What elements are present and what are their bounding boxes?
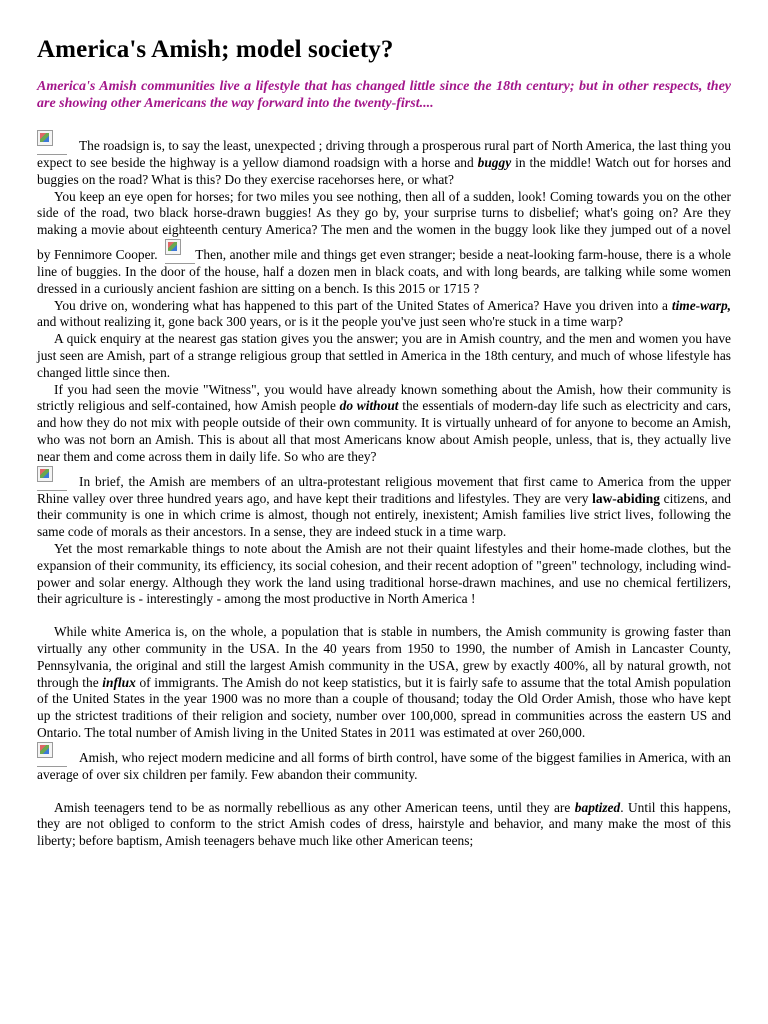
article-lede: America's Amish communities live a lifestyle that has changed little since the 18th century; but in other respects, they are showing other Americans the way forward into the twenty-first.... — [37, 79, 731, 111]
article-body — [37, 130, 731, 850]
broken-image-icon — [165, 239, 195, 264]
article-title: America's Amish; model society? — [37, 36, 394, 63]
paragraph-9: Amish, who reject modern medicine and all forms of birth control, have some of the biggest families in America, with an average of over six children per family. Few abandon their community. — [37, 742, 731, 784]
broken-image-icon — [37, 466, 67, 491]
paragraph-3: You drive on, wondering what has happened to this part of the United States of America? Have you driven into a time-warp, and without realizing it, gone back 300 years, or is it the people you've just seen who're stuck in a time warp? — [37, 297, 731, 330]
broken-image-icon — [37, 130, 67, 155]
paragraph-6: In brief, the Amish are members of an ultra-protestant religious movement that first came to America from the upper Rhine valley over three hundred years ago, and have kept their traditions and lifestyles. They are very law-abiding citizens, and their community is one in which crime is almost, though not entirely, inexistent; Amish families live strict lives, following the same code of morals as their ancestors. In a sense, they are indeed stuck in a time warp. — [37, 466, 731, 541]
paragraph-8: While white America is, on the whole, a population that is stable in numbers, the Amish community is growing faster than virtually any other community in the USA. In the 40 years from 1950 to 1990, the number of Amish in Lancaster County, Pennsylvania, the original and still the largest Amish community in the USA, grew by exactly 400%, all by natural growth, not through the influx of immigrants. The Amish do not keep statistics, but it is fairly safe to assume that the total Amish population of the United States in the year 1900 was no more than a couple of thousand; today the Old Order Amish, those who have kept up the strictest traditions of their religion and society, number over 100,000, spread in communities across the eastern US and Ontario. The total number of Amish living in the United States in 2011 was estimated at over 260,000. — [37, 624, 732, 740]
paragraph-7: Yet the most remarkable things to note about the Amish are not their quaint lifestyles and their home-made clothes, but the expansion of their community, its efficiency, its social cohesion, and their recent adoption of "green" technology, including wind-power and solar energy. Although they work the land using traditional horse-drawn machines, and use no chemical fertilizers, their agriculture is - interestingly - among the most productive in North America ! — [37, 540, 731, 607]
broken-image-icon — [37, 742, 67, 767]
paragraph-1: The roadsign is, to say the least, unexpected ; driving through a prosperous rural part of North America, the last thing you expect to see beside the highway is a yellow diamond roadsign with a horse and buggy in the middle! Watch out for horses and buggies on the road? What is this? Do they exercise racehorses here, or what? — [37, 130, 731, 189]
paragraph-10: Amish teenagers tend to be as normally rebellious as any other American teens, until they are baptized. Until this happens, they are not obliged to conform to the strict Amish codes of dress, hairstyle and behavior, and many make the most of this liberty; before baptism, Amish teenagers behave much like other American teens; — [37, 799, 731, 849]
paragraph-2: You keep an eye open for horses; for two miles you see nothing, then all of a sudden, look! Coming towards you on the other side of the road, two black horse-drawn buggies! As they go by, your surprise turns to disbelief; what's going on? Are they making a movie about eighteenth century America? The men and the women in the buggy look like they jumped out of a novel by Fennimore Cooper. Then, another mile and things get even stranger; beside a neat-looking farm-house, there is a whole line of buggies. In the door of the house, half a dozen men in black coats, and with long beards, are talking while some women dressed in a curiously ancient fashion are sitting on a bench. Is this 2015 or 1715 ? — [37, 188, 731, 296]
paragraph-4: A quick enquiry at the nearest gas station gives you the answer; you are in Amish country, and the men and women you have just seen are Amish, part of a strange religious group that settled in America in the 18th century, and much of whose lifestyle has changed little since then. — [37, 331, 731, 380]
paragraph-5: If you had seen the movie "Witness", you would have already known something about the Amish, how their community is strictly religious and self-contained, how Amish people do without the essentials of modern-day life such as electricity and cars, and how they do not mix with people outside of their own community. It is virtually unheard of for anyone to become an Amish, who was not born an Amish. This is about all that most Americans know about Amish people, unless, that is, they actually live near them and come across them in daily life. So who are they? — [37, 381, 731, 464]
